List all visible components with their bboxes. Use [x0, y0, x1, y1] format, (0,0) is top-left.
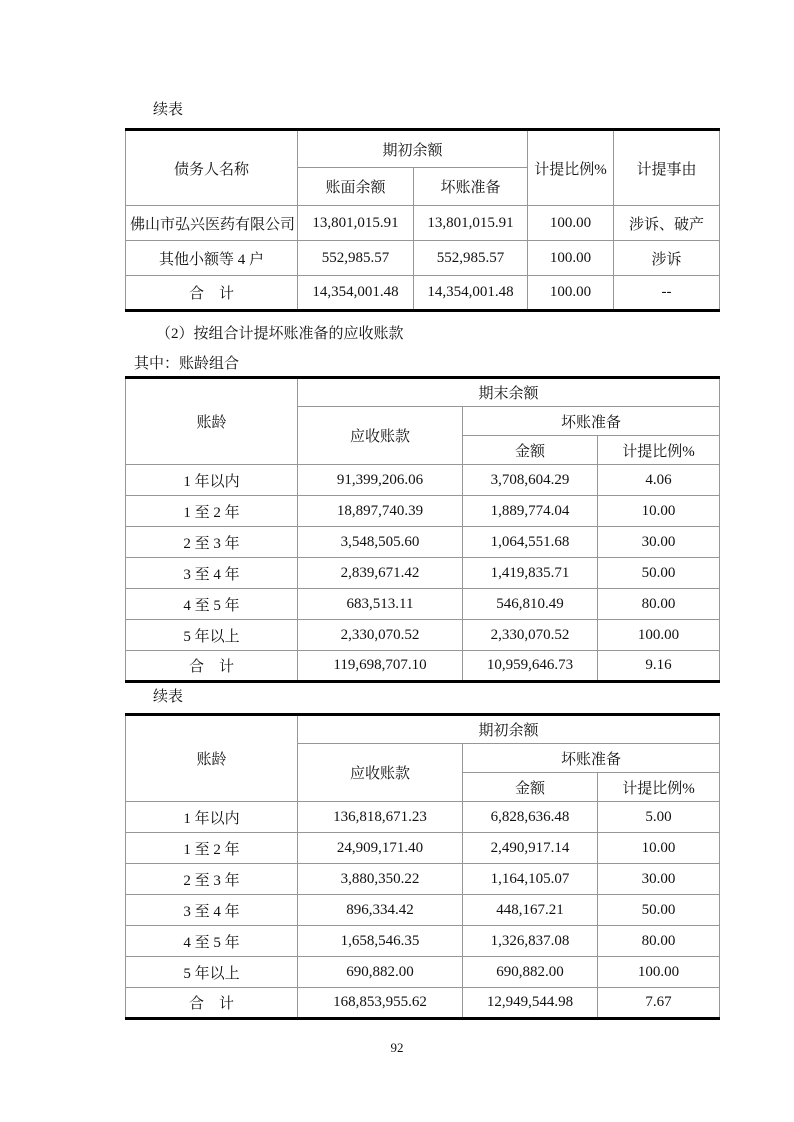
table-row — [126, 895, 720, 926]
ratio-cell: 100.00 — [528, 241, 614, 276]
ratio-cell: 50.00 — [598, 558, 720, 589]
table-row — [126, 926, 720, 957]
ratio-cell: 5.00 — [598, 802, 720, 833]
table-row — [126, 864, 720, 895]
ratio-cell: 30.00 — [598, 527, 720, 558]
col-amount: 金额 — [463, 773, 598, 802]
receivable-cell: 91,399,206.06 — [298, 465, 463, 496]
reason-cell: 涉诉 — [614, 241, 720, 276]
aging-label-cell: 5 年以上 — [126, 620, 298, 651]
col-closing-balance: 期末余额 — [298, 378, 720, 407]
receivable-cell: 18,897,740.39 — [298, 496, 463, 527]
aging-label-cell: 5 年以上 — [126, 957, 298, 988]
amount-cell: 1,889,774.04 — [463, 496, 598, 527]
aging-opening-balance-table — [125, 713, 720, 1020]
col-beginning-balance: 期初余额 — [298, 130, 528, 168]
ratio-cell: 7.67 — [598, 988, 720, 1019]
table-row — [126, 833, 720, 864]
table-row — [126, 589, 720, 620]
aging-label-cell: 4 至 5 年 — [126, 589, 298, 620]
ratio-cell: 50.00 — [598, 895, 720, 926]
receivable-cell: 136,818,671.23 — [298, 802, 463, 833]
col-aging: 账龄 — [126, 378, 298, 465]
aging-label-cell: 1 至 2 年 — [126, 833, 298, 864]
col-receivables: 应收账款 — [298, 744, 463, 802]
bad-debt-cell: 552,985.57 — [414, 241, 528, 276]
table-row — [126, 558, 720, 589]
table-row — [126, 206, 720, 241]
amount-cell: 1,326,837.08 — [463, 926, 598, 957]
ratio-cell: 100.00 — [528, 206, 614, 241]
table-row — [126, 957, 720, 988]
book-balance-cell: 13,801,015.91 — [298, 206, 414, 241]
total-label-cell: 合 计 — [126, 651, 298, 682]
col-provision-ratio: 计提比例% — [598, 773, 720, 802]
continued-table-label-1: 续表 — [153, 102, 184, 118]
page-content — [125, 0, 719, 1020]
receivable-cell: 3,880,350.22 — [298, 864, 463, 895]
ratio-cell: 100.00 — [598, 620, 720, 651]
receivable-cell: 168,853,955.62 — [298, 988, 463, 1019]
receivable-cell: 2,330,070.52 — [298, 620, 463, 651]
paragraph-group-provision: （2）按组合计提坏账准备的应收账款 — [156, 326, 404, 342]
page-number: 92 — [390, 1040, 404, 1055]
receivable-cell: 2,839,671.42 — [298, 558, 463, 589]
table-row — [126, 241, 720, 276]
table-header-row — [126, 130, 720, 168]
col-provision-ratio: 计提比例% — [528, 130, 614, 206]
receivable-cell: 119,698,707.10 — [298, 651, 463, 682]
aging-label-cell: 1 年以内 — [126, 465, 298, 496]
amount-cell: 1,064,551.68 — [463, 527, 598, 558]
col-aging: 账龄 — [126, 715, 298, 802]
table-row — [126, 527, 720, 558]
table-header-row — [126, 715, 720, 744]
aging-label-cell: 2 至 3 年 — [126, 527, 298, 558]
aging-label-cell: 3 至 4 年 — [126, 895, 298, 926]
aging-label-cell: 1 至 2 年 — [126, 496, 298, 527]
bad-debt-cell: 13,801,015.91 — [414, 206, 528, 241]
debtor-name-cell: 其他小额等 4 户 — [126, 241, 298, 276]
aging-closing-balance-table — [125, 376, 720, 683]
total-label-cell: 合 计 — [126, 988, 298, 1019]
col-amount: 金额 — [463, 436, 598, 465]
amount-cell: 2,490,917.14 — [463, 833, 598, 864]
col-bad-debt-provision: 坏账准备 — [463, 407, 720, 436]
col-book-balance: 账面余额 — [298, 168, 414, 206]
ratio-cell: 80.00 — [598, 926, 720, 957]
ratio-cell: 9.16 — [598, 651, 720, 682]
amount-cell: 1,164,105.07 — [463, 864, 598, 895]
amount-cell: 546,810.49 — [463, 589, 598, 620]
receivable-cell: 683,513.11 — [298, 589, 463, 620]
col-bad-debt-provision: 坏账准备 — [463, 744, 720, 773]
col-provision-reason: 计提事由 — [614, 130, 720, 206]
receivable-cell: 690,882.00 — [298, 957, 463, 988]
table-row — [126, 465, 720, 496]
continued-table-label-2: 续表 — [153, 689, 184, 705]
bad-debt-cell: 14,354,001.48 — [414, 276, 528, 311]
aging-label-cell: 3 至 4 年 — [126, 558, 298, 589]
aging-label-cell: 2 至 3 年 — [126, 864, 298, 895]
reason-cell: 涉诉、破产 — [614, 206, 720, 241]
book-balance-cell: 552,985.57 — [298, 241, 414, 276]
debtors-provision-table — [125, 128, 720, 312]
amount-cell: 10,959,646.73 — [463, 651, 598, 682]
ratio-cell: 10.00 — [598, 833, 720, 864]
ratio-cell: 100.00 — [528, 276, 614, 311]
book-balance-cell: 14,354,001.48 — [298, 276, 414, 311]
paragraph-aging-portfolio: 其中：账龄组合 — [134, 356, 240, 372]
table-row — [126, 802, 720, 833]
amount-cell: 6,828,636.48 — [463, 802, 598, 833]
ratio-cell: 80.00 — [598, 589, 720, 620]
table-row — [126, 496, 720, 527]
col-bad-debt-provision: 坏账准备 — [414, 168, 528, 206]
table-total-row — [126, 276, 720, 311]
amount-cell: 12,949,544.98 — [463, 988, 598, 1019]
ratio-cell: 30.00 — [598, 864, 720, 895]
ratio-cell: 10.00 — [598, 496, 720, 527]
col-provision-ratio: 计提比例% — [598, 436, 720, 465]
receivable-cell: 24,909,171.40 — [298, 833, 463, 864]
amount-cell: 690,882.00 — [463, 957, 598, 988]
ratio-cell: 100.00 — [598, 957, 720, 988]
receivable-cell: 3,548,505.60 — [298, 527, 463, 558]
amount-cell: 2,330,070.52 — [463, 620, 598, 651]
table-total-row — [126, 988, 720, 1019]
col-receivables: 应收账款 — [298, 407, 463, 465]
table-header-row — [126, 378, 720, 407]
total-label-cell: 合 计 — [126, 276, 298, 311]
ratio-cell: 4.06 — [598, 465, 720, 496]
aging-label-cell: 4 至 5 年 — [126, 926, 298, 957]
amount-cell: 3,708,604.29 — [463, 465, 598, 496]
amount-cell: 448,167.21 — [463, 895, 598, 926]
debtor-name-cell: 佛山市弘兴医药有限公司 — [126, 206, 298, 241]
receivable-cell: 1,658,546.35 — [298, 926, 463, 957]
table-row — [126, 620, 720, 651]
receivable-cell: 896,334.42 — [298, 895, 463, 926]
amount-cell: 1,419,835.71 — [463, 558, 598, 589]
reason-cell: -- — [614, 276, 720, 311]
aging-label-cell: 1 年以内 — [126, 802, 298, 833]
col-debtor-name: 债务人名称 — [126, 130, 298, 206]
col-opening-balance: 期初余额 — [298, 715, 720, 744]
table-total-row — [126, 651, 720, 682]
